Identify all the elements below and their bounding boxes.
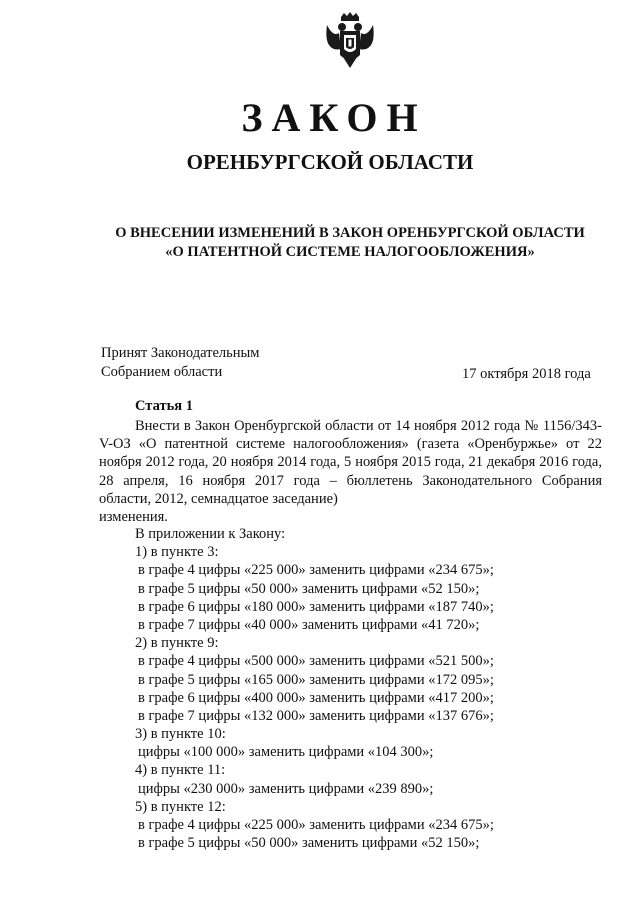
list-item: в графе 4 цифры «225 000» заменить цифрами «234 675»;	[138, 817, 494, 833]
list-item: 1) в пункте 3:	[135, 544, 219, 561]
changes-intro: В приложении к Закону:	[135, 526, 286, 542]
adoption-authority	[101, 344, 259, 382]
list-item: в графе 5 цифры «165 000» заменить цифрами «172 095»;	[138, 671, 494, 688]
list-item: 3) в пункте 10:	[135, 726, 226, 743]
list-item: 2) в пункте 9:	[135, 635, 219, 652]
article-heading: Статья 1	[135, 398, 193, 414]
coat-of-arms-icon	[323, 11, 377, 69]
list-item: цифры «100 000» заменить цифрами «104 300»;	[138, 744, 434, 761]
list-item: в графе 4 цифры «225 000» заменить цифрами «234 675»;	[138, 562, 494, 579]
law-subject-line: О ВНЕСЕНИИ ИЗМЕНЕНИЙ В ЗАКОН ОРЕНБУРГСКОЙ ОБЛАСТИ	[115, 225, 585, 241]
document-title: ЗАКОН	[241, 95, 427, 140]
list-item: цифры «230 000» заменить цифрами «239 890»;	[138, 780, 434, 797]
list-item: в графе 6 цифры «400 000» заменить цифрами «417 200»;	[138, 689, 494, 706]
adoption-date: 17 октября 2018 года	[462, 366, 591, 382]
adoption-line: Собранием области	[101, 364, 223, 380]
law-subject-line: «О ПАТЕНТНОЙ СИСТЕМЕ НАЛОГООБЛОЖЕНИЯ»	[165, 244, 535, 260]
list-item: 4) в пункте 11:	[135, 762, 226, 779]
list-item: в графе 5 цифры «50 000» заменить цифрами «52 150»;	[138, 835, 480, 852]
list-item: в графе 5 цифры «50 000» заменить цифрами «52 150»;	[138, 580, 480, 597]
list-item: 5) в пункте 12:	[135, 798, 226, 815]
article-text: Внести в Закон Оренбургской области от 14 ноября 2012 года № 1156/343-V-ОЗ «О патентной системе налогообложения» (газета «Оренбуржье» от 22 ноября 2012 года, 20 ноября 2014 года, 5 ноября 2015 года, 21 декабря 2016 года, 28 апреля, 16 ноября 2017 года – бюллетень Законодательного Собрания области, 2012, семнадцатое заседание)	[99, 418, 602, 507]
article-paragraph	[99, 417, 602, 526]
changes-list	[0, 525, 640, 852]
article-text-tail: изменения.	[99, 509, 168, 526]
list-item: в графе 7 цифры «40 000» заменить цифрами «41 720»;	[138, 616, 480, 633]
law-subject	[60, 224, 640, 262]
list-item: в графе 7 цифры «132 000» заменить цифрами «137 676»;	[138, 707, 494, 724]
adoption-line: Принят Законодательным	[101, 345, 260, 361]
list-item: в графе 6 цифры «180 000» заменить цифрами «187 740»;	[138, 598, 494, 615]
region-name: ОРЕНБУРГСКОЙ ОБЛАСТИ	[186, 150, 474, 174]
list-item: в графе 4 цифры «500 000» заменить цифрами «521 500»;	[138, 653, 494, 670]
